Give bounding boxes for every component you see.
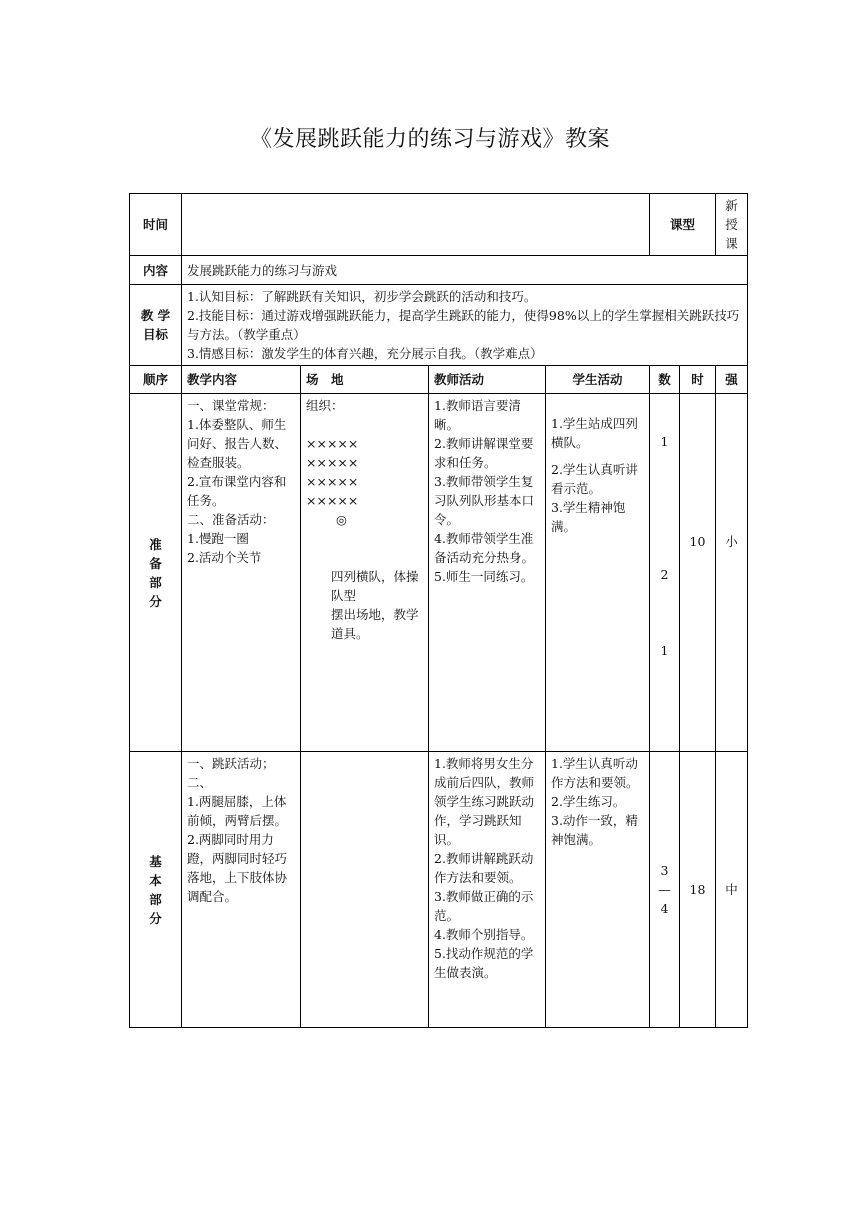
time-cell xyxy=(680,752,716,1028)
col-content: 教学内容 xyxy=(182,366,301,394)
table-row xyxy=(130,752,748,1028)
col-teacher: 教师活动 xyxy=(429,366,546,394)
list-item: 4.教师个别指导。 xyxy=(434,927,534,942)
col-field: 场 地 xyxy=(301,366,429,394)
student-activity-cell xyxy=(546,394,650,752)
count-cell xyxy=(650,752,680,1028)
list-item: 1.学生站成四列横队。 xyxy=(551,416,638,450)
list-item: 3.动作一致，精神饱满。 xyxy=(551,813,638,847)
formation-row: ××××× xyxy=(306,455,359,470)
content-value: 发展跳跃能力的练习与游戏 xyxy=(182,256,748,285)
list-item: 1.教师语言要清晰。 xyxy=(434,398,521,432)
time-value: 18 xyxy=(689,882,706,897)
list-item: 二、 xyxy=(187,775,213,790)
field-cell xyxy=(301,394,429,752)
list-item: 1.教师将男女生分成前后四队，教师领学生练习跳跃动作，学习跳跃知识。 xyxy=(434,756,535,847)
formation-note: 四列横队，体操队型 xyxy=(331,569,419,603)
goals-label: 教 学 目标 xyxy=(130,285,182,366)
equipment-note: 摆出场地，教学道具。 xyxy=(331,607,419,641)
document-title: 《发展跳跃能力的练习与游戏》教案 xyxy=(249,127,610,152)
content-label: 内容 xyxy=(130,256,182,285)
count-cell xyxy=(650,394,680,752)
list-item: 1.两腿屈膝，上体前倾，两臂后摆。 xyxy=(187,794,288,828)
field-cell xyxy=(301,752,429,1028)
time-value xyxy=(182,194,650,256)
list-item: 1.体委整队、师生问好、报告人数、检查服装。 xyxy=(187,417,288,470)
formation-row: ××××× xyxy=(306,436,359,451)
section-name: 基 本 部 分 xyxy=(130,752,182,1028)
formation-row: ××××× xyxy=(306,474,359,489)
section-name: 准 备 部 分 xyxy=(130,394,182,752)
organization-label: 组织： xyxy=(306,398,344,413)
time-cell xyxy=(680,394,716,752)
lesson-type-label: 课型 xyxy=(650,194,716,256)
teacher-activity-cell xyxy=(429,752,546,1028)
list-item: 2.宣布课堂内容和任务。 xyxy=(187,474,287,508)
content-cell xyxy=(182,394,301,752)
col-intensity: 强 xyxy=(716,366,748,394)
list-item: 一、课堂常规： xyxy=(187,398,275,413)
list-item: 2.活动个关节 xyxy=(187,550,262,565)
lesson-type-value: 新授课 xyxy=(716,194,748,256)
list-item: 1.学生认真听动作方法和要领。 xyxy=(551,756,639,790)
list-item: 2.两脚同时用力蹬，两脚同时轻巧落地，上下肢体协调配合。 xyxy=(187,832,288,904)
goals-cell xyxy=(182,285,748,366)
col-time: 时 xyxy=(680,366,716,394)
goal-skill: 2.技能目标：通过游戏增强跳跃能力，提高学生跳跃的能力，使得98%以上的学生掌握相关跳跃技巧与方法。（教学重点） xyxy=(187,308,740,342)
list-item: 二、准备活动： xyxy=(187,512,275,527)
list-item: 1.慢跑一圈 xyxy=(187,531,249,546)
intensity-cell xyxy=(716,752,748,1028)
table-row xyxy=(130,394,748,752)
formation-row: ××××× xyxy=(306,493,359,508)
list-item: 3.教师做正确的示范。 xyxy=(434,889,534,923)
count-value: 1 xyxy=(660,643,669,658)
list-item: 2.教师讲解跳跃动作方法和要领。 xyxy=(434,851,534,885)
col-count: 数 xyxy=(650,366,680,394)
count-value: 4 xyxy=(660,901,669,916)
goal-affective: 3.情感目标：激发学生的体育兴趣，充分展示自我。（教学难点） xyxy=(187,346,543,361)
teacher-activity-cell xyxy=(429,394,546,752)
lesson-plan-table xyxy=(129,193,748,1028)
intensity-cell xyxy=(716,394,748,752)
intensity-value: 中 xyxy=(725,882,738,897)
time-label: 时间 xyxy=(130,194,182,256)
list-item: 5.找动作规范的学生做表演。 xyxy=(434,946,534,980)
teacher-position-mark: ◎ xyxy=(336,512,347,527)
count-value: — xyxy=(658,882,671,897)
content-cell xyxy=(182,752,301,1028)
list-item: 3.学生精神饱满。 xyxy=(551,500,626,534)
count-value: 2 xyxy=(660,567,669,582)
list-item: 2.学生练习。 xyxy=(551,794,626,809)
time-value: 10 xyxy=(689,534,706,549)
goal-cognitive: 1.认知目标：了解跳跃有关知识，初步学会跳跃的活动和技巧。 xyxy=(187,289,537,304)
col-order: 顺序 xyxy=(130,366,182,394)
intensity-value: 小 xyxy=(725,534,738,549)
list-item: 4.教师带领学生准备活动充分热身。 xyxy=(434,531,535,565)
list-item: 一、跳跃活动； xyxy=(187,756,275,771)
count-value: 3 xyxy=(660,863,669,878)
count-value: 1 xyxy=(660,434,669,449)
list-item: 2.学生认真听讲看示范。 xyxy=(551,462,638,496)
list-item: 2.教师讲解课堂要求和任务。 xyxy=(434,436,534,470)
col-student: 学生活动 xyxy=(546,366,650,394)
student-activity-cell xyxy=(546,752,650,1028)
list-item: 3.教师带领学生复习队列队形基本口令。 xyxy=(434,474,535,527)
list-item: 5.师生一同练习。 xyxy=(434,569,534,584)
